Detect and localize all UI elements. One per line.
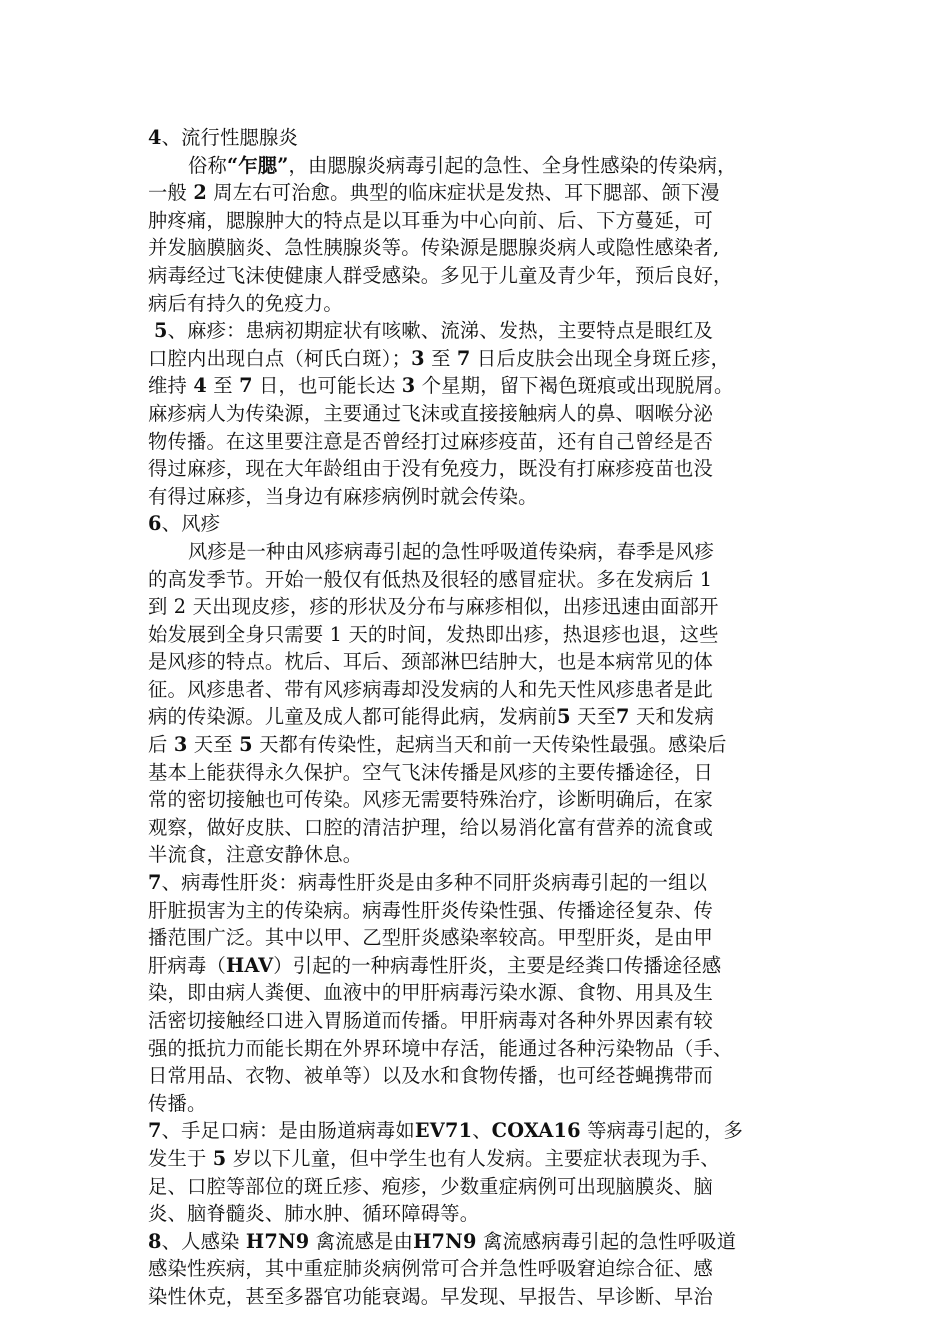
text-run: 岁以下儿童，但中学生也有人发病。主要症状表现为手、 xyxy=(232,1146,720,1170)
text-run: 病后有持久的免疫力。 xyxy=(148,291,343,315)
text-run: 炎、脑脊髓炎、肺水肿、循环障碍等。 xyxy=(148,1202,480,1226)
section-4-line xyxy=(148,207,818,235)
text-run: 感染性疾病，其中重症肺炎病例常可合并急性呼吸窘迫综合征、感 xyxy=(148,1257,713,1281)
text-run: 天都有传染性，起病当天和前一天传染性最强。感染后 xyxy=(259,733,727,757)
section-5-line xyxy=(148,372,818,400)
text-run: 7 xyxy=(456,346,471,370)
text-run: 、病毒性肝炎：病毒性肝炎是由多种不同肝炎病毒引起的一组以 xyxy=(161,871,708,895)
section-7-hepatitis-heading xyxy=(148,869,818,897)
text-run: H7N9 xyxy=(245,1229,310,1253)
text-run: COXA16 xyxy=(491,1119,581,1143)
text-run: 至 xyxy=(213,374,233,398)
text-run: 风疹是一种由风疹病毒引起的急性呼吸道传染病，春季是风疹 xyxy=(188,539,714,563)
section-6-heading xyxy=(148,510,818,538)
section-8-heading xyxy=(148,1228,818,1256)
section-5-line xyxy=(148,428,818,456)
text-run: 3 xyxy=(411,346,425,370)
text-run: 俗称 xyxy=(188,153,227,177)
text-run: 征。风疹患者、带有风疹病毒却没发病的人和先天性风疹患者是此 xyxy=(148,677,713,701)
text-run: 5 xyxy=(557,705,571,729)
text-run: 后 xyxy=(148,733,168,757)
text-run: 禽流感病毒引起的急性呼吸道 xyxy=(482,1229,737,1253)
section-4-line xyxy=(148,152,818,180)
text-run: 始发展到全身只需要 1 天的时间，发热即出疹，热退疹也退，这些 xyxy=(148,622,719,646)
text-run: 肝病毒（ xyxy=(148,953,226,977)
text-run: 5 xyxy=(154,319,168,343)
section-7-hepatitis-line xyxy=(148,1035,818,1063)
section-5-line xyxy=(148,345,818,373)
text-run: 基本上能获得永久保护。空气飞沫传播是风疹的主要传播途径，日 xyxy=(148,760,713,784)
text-run: 3 xyxy=(173,733,188,757)
section-7-hepatitis-line xyxy=(148,1090,818,1118)
text-run: 天至 xyxy=(193,733,233,757)
text-run: 天和发病 xyxy=(636,705,714,729)
section-7-hepatitis-line xyxy=(148,979,818,1007)
text-run: 禽流感是由 xyxy=(315,1229,414,1253)
section-5-line xyxy=(148,455,818,483)
text-run: EV71 xyxy=(414,1119,473,1143)
section-6-line xyxy=(148,703,818,731)
text-run: 、流行性腮腺炎 xyxy=(161,126,298,149)
text-run: 维持 xyxy=(148,374,187,398)
text-run: 7 xyxy=(616,705,630,729)
text-run: 2 xyxy=(193,181,207,205)
text-run: 至 xyxy=(431,346,451,370)
section-4-line xyxy=(148,262,818,290)
document-page xyxy=(148,124,818,1311)
section-7-hepatitis-line xyxy=(148,952,818,980)
text-run: HAV xyxy=(225,953,274,977)
section-4-line xyxy=(148,290,818,318)
text-run: 日后皮肤会出现全身斑丘疹， xyxy=(476,346,731,370)
text-run: 6 xyxy=(148,512,162,536)
text-run: 7 xyxy=(239,374,253,398)
text-run: 有得过麻疹，当身边有麻疹病例时就会传染。 xyxy=(148,484,538,508)
text-run: 、麻疹：患病初期症状有咳嗽、流涕、发热，主要特点是眼红及 xyxy=(167,319,714,343)
text-run: 口腔内出现白点（柯氏白斑）； xyxy=(148,346,412,370)
section-6-line xyxy=(148,593,818,621)
text-run: 是风疹的特点。枕后、耳后、颈部淋巴结肿大，也是本病常见的体 xyxy=(148,650,713,674)
text-run: 染性休克，甚至多器官功能衰竭。早发现、早报告、早诊断、早治 xyxy=(148,1284,713,1308)
section-6-line xyxy=(148,841,818,869)
text-run: 8 xyxy=(148,1229,162,1253)
text-run: 的高发季节。开始一般仅有低热及很轻的感冒症状。多在发病后 1 xyxy=(148,567,713,591)
section-4-line xyxy=(148,234,818,262)
text-run: 活密切接触经口进入胃肠道而传播。甲肝病毒对各种外界因素有较 xyxy=(148,1009,713,1032)
section-6-line xyxy=(148,538,818,566)
text-run: 染，即由病人粪便、血液中的甲肝病毒污染水源、食物、用具及生 xyxy=(148,981,713,1005)
text-run: 3 xyxy=(401,374,416,398)
text-run: 播范围广泛。其中以甲、乙型肝炎感染率较高。甲型肝炎，是由甲 xyxy=(148,926,713,950)
text-run: 得过麻疹，现在大年龄组由于没有免疫力，既没有打麻疹疫苗也没 xyxy=(148,457,713,481)
text-run: 物传播。在这里要注意是否曾经打过麻疹疫苗，还有自己曾经是否 xyxy=(148,429,713,453)
text-run: 4 xyxy=(148,126,162,149)
section-7-hepatitis-line xyxy=(148,1062,818,1090)
text-run: 观察，做好皮肤、口腔的清洁护理，给以易消化富有营养的流食或 xyxy=(148,815,713,839)
text-run: 传播。 xyxy=(148,1091,207,1115)
section-6-line xyxy=(148,566,818,594)
section-6-line xyxy=(148,648,818,676)
text-run: 到 2 天出现皮疹，疹的形状及分布与麻疹相似，出疹迅速由面部开 xyxy=(148,595,719,619)
text-run: 发生于 xyxy=(148,1146,207,1170)
text-run: ）引起的一种病毒性肝炎，主要是经粪口传播途径感 xyxy=(273,953,722,977)
section-4-heading xyxy=(148,124,818,152)
text-run: 等病毒引起的，多 xyxy=(587,1119,743,1143)
text-run: 、 xyxy=(472,1119,492,1143)
section-8-line xyxy=(148,1283,818,1311)
text-run: 足、口腔等部位的斑丘疹、疱疹，少数重症病例可出现脑膜炎、脑 xyxy=(148,1174,713,1198)
section-7-hepatitis-line xyxy=(148,1007,818,1035)
text-run: 病毒经过飞沫使健康人群受感染。多见于儿童及青少年，预后良好， xyxy=(148,263,733,287)
text-run: 5 xyxy=(212,1146,227,1170)
text-run: 肿疼痛，腮腺肿大的特点是以耳垂为中心向前、后、下方蔓延，可 xyxy=(148,208,713,232)
text-run: 肝脏损害为主的传染病。病毒性肝炎传染性强、传播途径复杂、传 xyxy=(148,898,713,922)
text-run: 7 xyxy=(148,871,162,895)
text-run: 周左右可治愈。典型的临床症状是发热、耳下腮部、颌下漫 xyxy=(213,181,720,205)
section-6-line xyxy=(148,676,818,704)
text-run: 、风疹 xyxy=(161,512,221,536)
section-7-hepatitis-line xyxy=(148,897,818,925)
text-run: 常的密切接触也可传染。风疹无需要特殊治疗，诊断明确后，在家 xyxy=(148,788,713,812)
text-run: 半流食，注意安静休息。 xyxy=(148,843,363,867)
text-run: 病的传染源。儿童及成人都可能得此病，发病前 xyxy=(148,705,558,729)
section-7-hfmd-heading xyxy=(148,1117,818,1145)
section-7-hfmd-line xyxy=(148,1173,818,1201)
text-run: 麻疹病人为传染源，主要通过飞沫或直接接触病人的鼻、咽喉分泌 xyxy=(148,401,713,425)
text-run: H7N9 xyxy=(413,1229,477,1253)
section-6-line xyxy=(148,786,818,814)
section-7-hepatitis-line xyxy=(148,924,818,952)
text-run: 、人感染 xyxy=(161,1229,240,1253)
section-5-line xyxy=(148,483,818,511)
text-run: 强的抵抗力而能长期在外界环境中存活，能通过各种污染物品（手、 xyxy=(148,1036,733,1060)
text-run: 一般 xyxy=(148,181,187,205)
text-run: 日常用品、衣物、被单等）以及水和食物传播，也可经苍蝇携带而 xyxy=(148,1064,713,1088)
text-run: 并发脑膜脑炎、急性胰腺炎等。传染源是腮腺炎病人或隐性感染者, xyxy=(148,236,720,260)
text-run: 日，也可能长达 xyxy=(259,374,396,398)
section-4-line xyxy=(148,179,818,207)
text-run: 天至 xyxy=(577,705,617,729)
text-run: 个星期，留下褐色斑痕或出现脱屑。 xyxy=(421,374,734,398)
section-6-line xyxy=(148,621,818,649)
text-run: 4 xyxy=(193,374,207,398)
section-5-heading xyxy=(148,317,818,345)
section-5-line xyxy=(148,400,818,428)
section-6-line xyxy=(148,814,818,842)
section-8-line xyxy=(148,1255,818,1283)
text-run: 5 xyxy=(239,733,253,757)
section-7-hfmd-line xyxy=(148,1200,818,1228)
text-run: “乍腮” xyxy=(226,153,289,177)
text-run: 7 xyxy=(148,1119,162,1143)
section-7-hfmd-line xyxy=(148,1145,818,1173)
text-run: ，由腮腺炎病毒引起的急性、全身性感染的传染病， xyxy=(288,153,737,177)
section-6-line xyxy=(148,759,818,787)
section-6-line xyxy=(148,731,818,759)
text-run: 、手足口病：是由肠道病毒如 xyxy=(161,1119,415,1143)
